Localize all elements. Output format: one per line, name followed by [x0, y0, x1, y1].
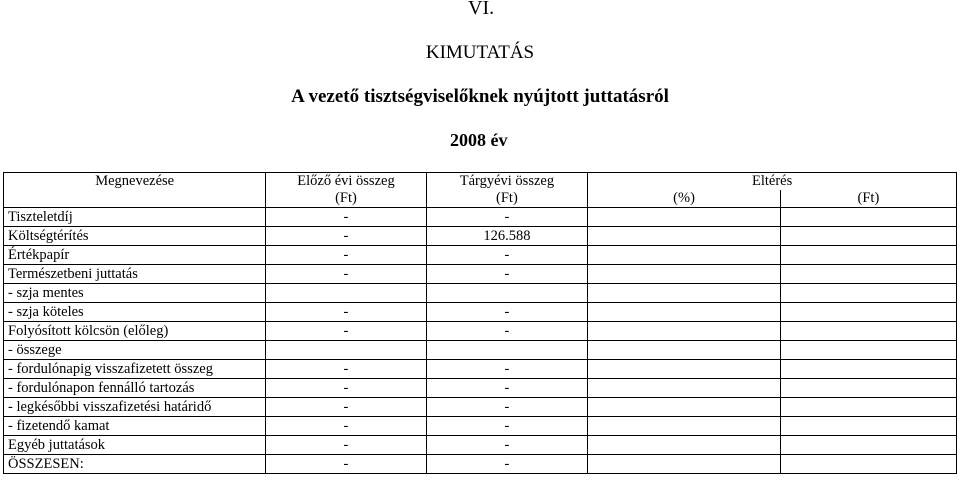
row-diff-pct [588, 379, 781, 398]
row-diff-pct [588, 322, 781, 341]
row-label: - fordulónapig visszafizetett összeg [4, 360, 266, 379]
row-prev-amount: - [266, 436, 426, 455]
row-label: - szja mentes [4, 284, 266, 303]
row-diff-ft [780, 208, 956, 227]
section-number: VI. [468, 0, 495, 19]
header-name-cont [4, 190, 266, 208]
row-prev-amount: - [266, 322, 426, 341]
row-curr-amount: - [426, 455, 588, 474]
header-curr-unit: (Ft) [426, 190, 588, 208]
table-row [4, 398, 957, 417]
document-title: KIMUTATÁS [425, 42, 535, 63]
row-diff-ft [780, 398, 956, 417]
row-diff-ft [780, 360, 956, 379]
row-label: Értékpapír [4, 246, 266, 265]
row-label: Egyéb juttatások [4, 436, 266, 455]
row-prev-amount: - [266, 360, 426, 379]
row-curr-amount [426, 341, 588, 360]
row-curr-amount: - [426, 398, 588, 417]
row-label: Folyósított kölcsön (előleg) [4, 322, 266, 341]
row-label: - összege [4, 341, 266, 360]
row-diff-pct [588, 341, 781, 360]
row-diff-ft [780, 227, 956, 246]
row-prev-amount: - [266, 379, 426, 398]
table-row [4, 360, 957, 379]
row-curr-amount: - [426, 265, 588, 284]
row-prev-amount: - [266, 265, 426, 284]
row-diff-ft [780, 322, 956, 341]
row-diff-pct [588, 455, 781, 474]
benefits-table [3, 172, 957, 474]
row-prev-amount: - [266, 417, 426, 436]
table-row [4, 379, 957, 398]
row-prev-amount [266, 284, 426, 303]
row-curr-amount: - [426, 436, 588, 455]
header-diff-ft: (Ft) [780, 190, 956, 208]
table-row [4, 246, 957, 265]
row-diff-ft [780, 379, 956, 398]
row-curr-amount: - [426, 303, 588, 322]
row-prev-amount [266, 341, 426, 360]
row-diff-ft [780, 284, 956, 303]
row-curr-amount: 126.588 [426, 227, 588, 246]
row-label: - fizetendő kamat [4, 417, 266, 436]
row-diff-pct [588, 227, 781, 246]
row-diff-ft [780, 246, 956, 265]
row-curr-amount: - [426, 360, 588, 379]
row-prev-amount: - [266, 227, 426, 246]
row-diff-ft [780, 303, 956, 322]
header-diff: Eltérés [588, 173, 957, 191]
row-diff-pct [588, 436, 781, 455]
row-diff-ft [780, 341, 956, 360]
row-label: - szja köteles [4, 303, 266, 322]
header-prev: Előző évi összeg [266, 173, 426, 191]
header-name: Megnevezése [4, 173, 266, 191]
row-label: Természetbeni juttatás [4, 265, 266, 284]
row-diff-ft [780, 436, 956, 455]
document-year: 2008 év [450, 130, 508, 150]
row-prev-amount: - [266, 208, 426, 227]
row-curr-amount: - [426, 246, 588, 265]
row-diff-pct [588, 246, 781, 265]
row-curr-amount: - [426, 208, 588, 227]
row-label: - legkésőbbi visszafizetési határidő [4, 398, 266, 417]
row-diff-ft [780, 417, 956, 436]
header-prev-unit: (Ft) [266, 190, 426, 208]
table-row [4, 322, 957, 341]
row-diff-pct [588, 417, 781, 436]
row-curr-amount: - [426, 417, 588, 436]
table-row [4, 455, 957, 474]
row-label: ÖSSZESEN: [4, 455, 266, 474]
row-diff-pct [588, 284, 781, 303]
table-row [4, 341, 957, 360]
row-diff-pct [588, 398, 781, 417]
row-label: Tiszteletdíj [4, 208, 266, 227]
row-prev-amount: - [266, 303, 426, 322]
row-diff-ft [780, 265, 956, 284]
table-row [4, 303, 957, 322]
document-subtitle: A vezető tisztségviselőknek nyújtott juttatásról [291, 86, 669, 107]
row-curr-amount: - [426, 379, 588, 398]
row-curr-amount: - [426, 322, 588, 341]
header-curr: Tárgyévi összeg [426, 173, 588, 191]
table-row [4, 208, 957, 227]
row-label: Költségtérítés [4, 227, 266, 246]
table-row [4, 227, 957, 246]
row-prev-amount: - [266, 455, 426, 474]
row-diff-pct [588, 303, 781, 322]
table-row [4, 265, 957, 284]
row-label: - fordulónapon fennálló tartozás [4, 379, 266, 398]
row-diff-pct [588, 208, 781, 227]
table-row [4, 284, 957, 303]
row-diff-pct [588, 360, 781, 379]
header-diff-pct: (%) [588, 190, 781, 208]
table-row [4, 436, 957, 455]
row-diff-ft [780, 455, 956, 474]
row-prev-amount: - [266, 246, 426, 265]
row-prev-amount: - [266, 398, 426, 417]
row-curr-amount [426, 284, 588, 303]
row-diff-pct [588, 265, 781, 284]
table-header-row-2 [4, 190, 957, 208]
table-header-row-1 [4, 173, 957, 191]
table-row [4, 417, 957, 436]
